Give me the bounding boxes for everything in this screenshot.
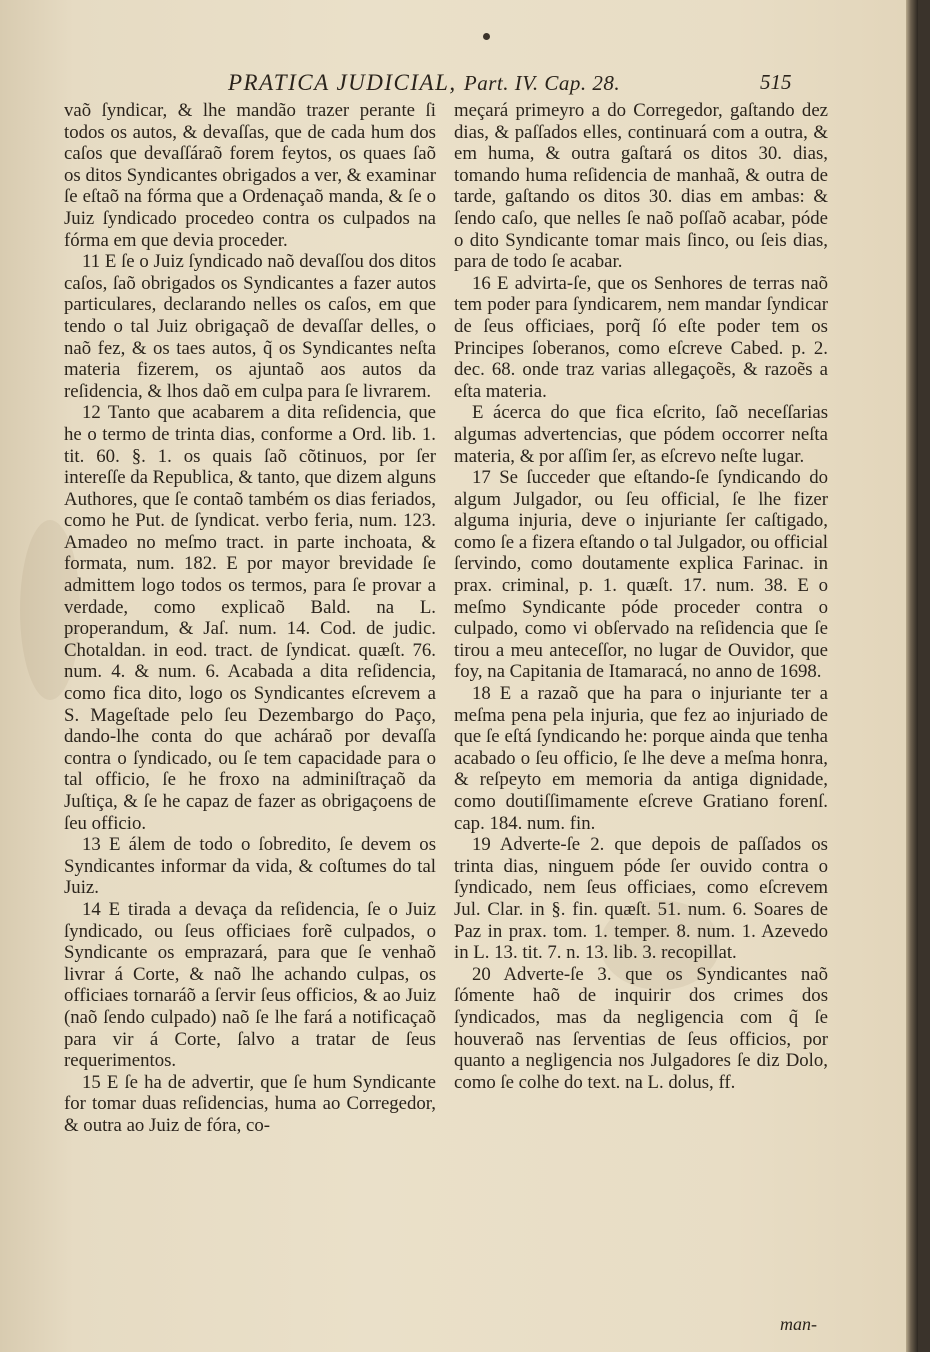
paragraph-number: 16 (472, 272, 491, 294)
paragraph-text: E tirada a devaça da reſidencia, ſe o Juiz ſyndicado, ou ſeus officiaes forẽ culpados, o Syndicante os emprazará, para que ſe venhaõ livrar á Corte, & naõ lhe achando culpas, os officiaes tornaráõ a ſervir ſeus officios, & ao Juiz (naõ ſendo culpado) naõ ſe lhe fará a notificaçaõ para vir á Corte, ſalvo a tratar de ſeus requerimentos. (64, 898, 436, 1072)
running-header (0, 70, 918, 100)
header-title: PRATICA JUDICIAL, Part. IV. Cap. 28. (228, 70, 621, 95)
paragraph-text: E álem de todo o ſobredito, ſe devem os Syndicantes informar da vida, & coſtumes do tal Juiz. (64, 834, 436, 899)
paragraph (64, 899, 436, 1072)
ink-dot (483, 33, 490, 40)
paragraph-text: Adverte-ſe 3. que os Syndicantes naõ ſómente haõ de inquirir dos crimes dos ſyndicados, mas da negligencia com q̃ ſe houveraõ nas ſerventias de ſeus officios, por quanto a negligencia nos Julgadores ſe diz Dolo, como ſe colhe do text. na L. dolus, ff. (454, 963, 828, 1093)
paragraph (454, 683, 828, 834)
right-column (454, 100, 828, 1093)
paragraph-number: 19 (472, 834, 491, 856)
left-column (64, 100, 436, 1137)
paragraph-text: vaõ ſyndicar, & lhe mandão trazer perante ſi todos os autos, & devaſſas, que de cada hum dos caſos que devaſſáraõ forem feytos, os quaes ſaõ os ditos Syndicantes obrigados a ver, & examinar ſe eſtaõ na fórma que a Ordenaçaõ manda, & ſe o Juiz ſyndicado procedeo contra os culpados na fórma em que devia proceder. (64, 100, 436, 251)
paragraph-text: Adverte-ſe 2. que depois de paſſados os trinta dias, ninguem póde ſer ouvido contra o ſyndicado, nem ſeus officiaes, como eſcrevem Jul. Clar. in §. fin. quæſt. 51. num. 6. Soares de Paz in prax. tom. 1. temper. 8. num. 1. Azevedo in L. 13. tit. 7. n. 13. lib. 3. recopillat. (454, 834, 828, 964)
paragraph (454, 467, 828, 683)
paragraph-text: Tanto que acabarem a dita reſidencia, que he o termo de trinta dias, conforme a Ord. lib. 1. tit. 60. §. 1. os quais ſaõ cõtinuos, por ſer intereſſe da Republica, & tanto, que dizem alguns Authores, que ſe contaõ também os dias feriados, como he Put. de ſyndicat. verbo feria, num. 123. Amadeo no meſmo tract. in parte inchoata, & formata, num. 182. E por mayor brevidade ſe admittem logo todos os termos, para ſe provar a verdade, como explicaõ Bald. na L. properandum, & Jaſ. num. 14. Cod. de judic. Chotaldan. in eod. tract. de ſyndicat. quæſt. 76. num. 4. & num. 6. Acabada a dita reſidencia, como fica dito, logo os Syndicantes eſcrevem a S. Mageſtade pelo ſeu Dezembargo do Paço, dando-lhe conta do que acháraõ por devaſſa contra o ſyndicado, ou ſe tem capacidade para o tal officio, ſe he froxo na adminiſtraçaõ da Juſtiça, & ſe he capaz de fazer as obrigaçoens de ſeu officio. (64, 402, 436, 834)
paragraph (64, 100, 436, 251)
paragraph (454, 100, 828, 273)
paragraph (64, 251, 436, 402)
paragraph-number: 14 (82, 898, 101, 920)
page-edge (906, 0, 918, 1352)
paragraph-number: 20 (472, 963, 491, 985)
paragraph (454, 964, 828, 1094)
header-part: Part. IV. Cap. 28. (463, 71, 621, 95)
paragraph-number: 15 (82, 1071, 101, 1093)
paragraph-number: 11 (82, 251, 101, 273)
paragraph-text: E ſe o Juiz ſyndicado naõ devaſſou dos ditos caſos, ſaõ obrigados os Syndicantes a fazer autos particulares, declarando nelles os caſos, em que tendo o tal Juiz obrigaçaõ de devaſſar delles, o naõ fez, & os taes autos, q̃ os Syndicantes neſta materia fizerem, os ajuntaõ aos autos da reſidencia, & lhos daõ em culpa para ſe livrarem. (64, 251, 437, 402)
paragraph (454, 402, 828, 467)
paragraph-number: 12 (82, 402, 101, 424)
paragraph (64, 1072, 436, 1137)
paragraph (64, 402, 436, 834)
paragraph-number: 18 (472, 683, 491, 705)
page-number: 515 (760, 70, 792, 94)
paragraph-text: E ſe ha de advertir, que ſe hum Syndicante for tomar duas reſidencias, huma ao Corregedor, & outra ao Juiz de fóra, co- (64, 1071, 436, 1136)
catchword: man- (780, 1314, 817, 1334)
paragraph (454, 273, 828, 403)
paragraph (64, 834, 436, 899)
paragraph-text: Se ſucceder que eſtando-ſe ſyndicando do algum Julgador, ou ſeu official, ſe lhe fizer alguma injuria, deve o injuriante ſer caſtigado, como ſe a fizera eſtando o tal Julgador, ou official ſervindo, como doutamente explica Farinac. in prax. criminal, p. 1. quæſt. 17. num. 38. E o meſmo Syndicante póde proceder contra o culpado, como vi obſervado na reſidencia que ſe tirou a meu anteceſſor, no lugar de Ouvidor, que foy, na Capitania de Itamaracá, no anno de 1698. (454, 467, 828, 683)
paragraph-number: 17 (472, 467, 491, 489)
paragraph-number: 13 (82, 834, 101, 856)
paragraph (454, 834, 828, 964)
paragraph-text: meçará primeyro a do Corregedor, gaſtando dez dias, & paſſados elles, continuará com a outra, & em huma, & outra gaſtará os ditos 30. dias, tomando huma reſidencia de manhaã, & outra de tarde, gaſtando os ditos 30. dias em ambas: & ſendo caſo, que nelles ſe naõ poſſaõ acabar, póde o dito Syndicante tomar mais ſinco, ou ſeis dias, para de todo ſe acabar. (454, 100, 828, 273)
paragraph-text: E a razaõ que ha para o injuriante ter a meſma pena pela injuria, que fez ao injuriado de que ſe eſtá ſyndicando he: porque ainda que tenha acabado o ſeu officio, ſe lhe deve a meſma honra, & reſpeyto em memoria da antiga dignidade, como doutiſſimamente eſcreve Gratiano forenſ. cap. 184. num. fin. (454, 683, 828, 834)
paragraph-text: E advirta-ſe, que os Senhores de terras naõ tem poder para ſyndicarem, nem mandar ſyndicar de ſeus officiaes, porq̃ ſó eſte poder tem os Principes ſoberanos, como eſcreve Cabed. p. 2. dec. 68. onde traz varias allegaçoẽs, & razoẽs a eſta materia. (454, 272, 828, 402)
paragraph-text: E ácerca do que fica eſcrito, ſaõ neceſſarias algumas advertencias, que pódem occorrer neſta materia, & por aſſim ſer, as eſcrevo neſte lugar. (454, 402, 828, 467)
